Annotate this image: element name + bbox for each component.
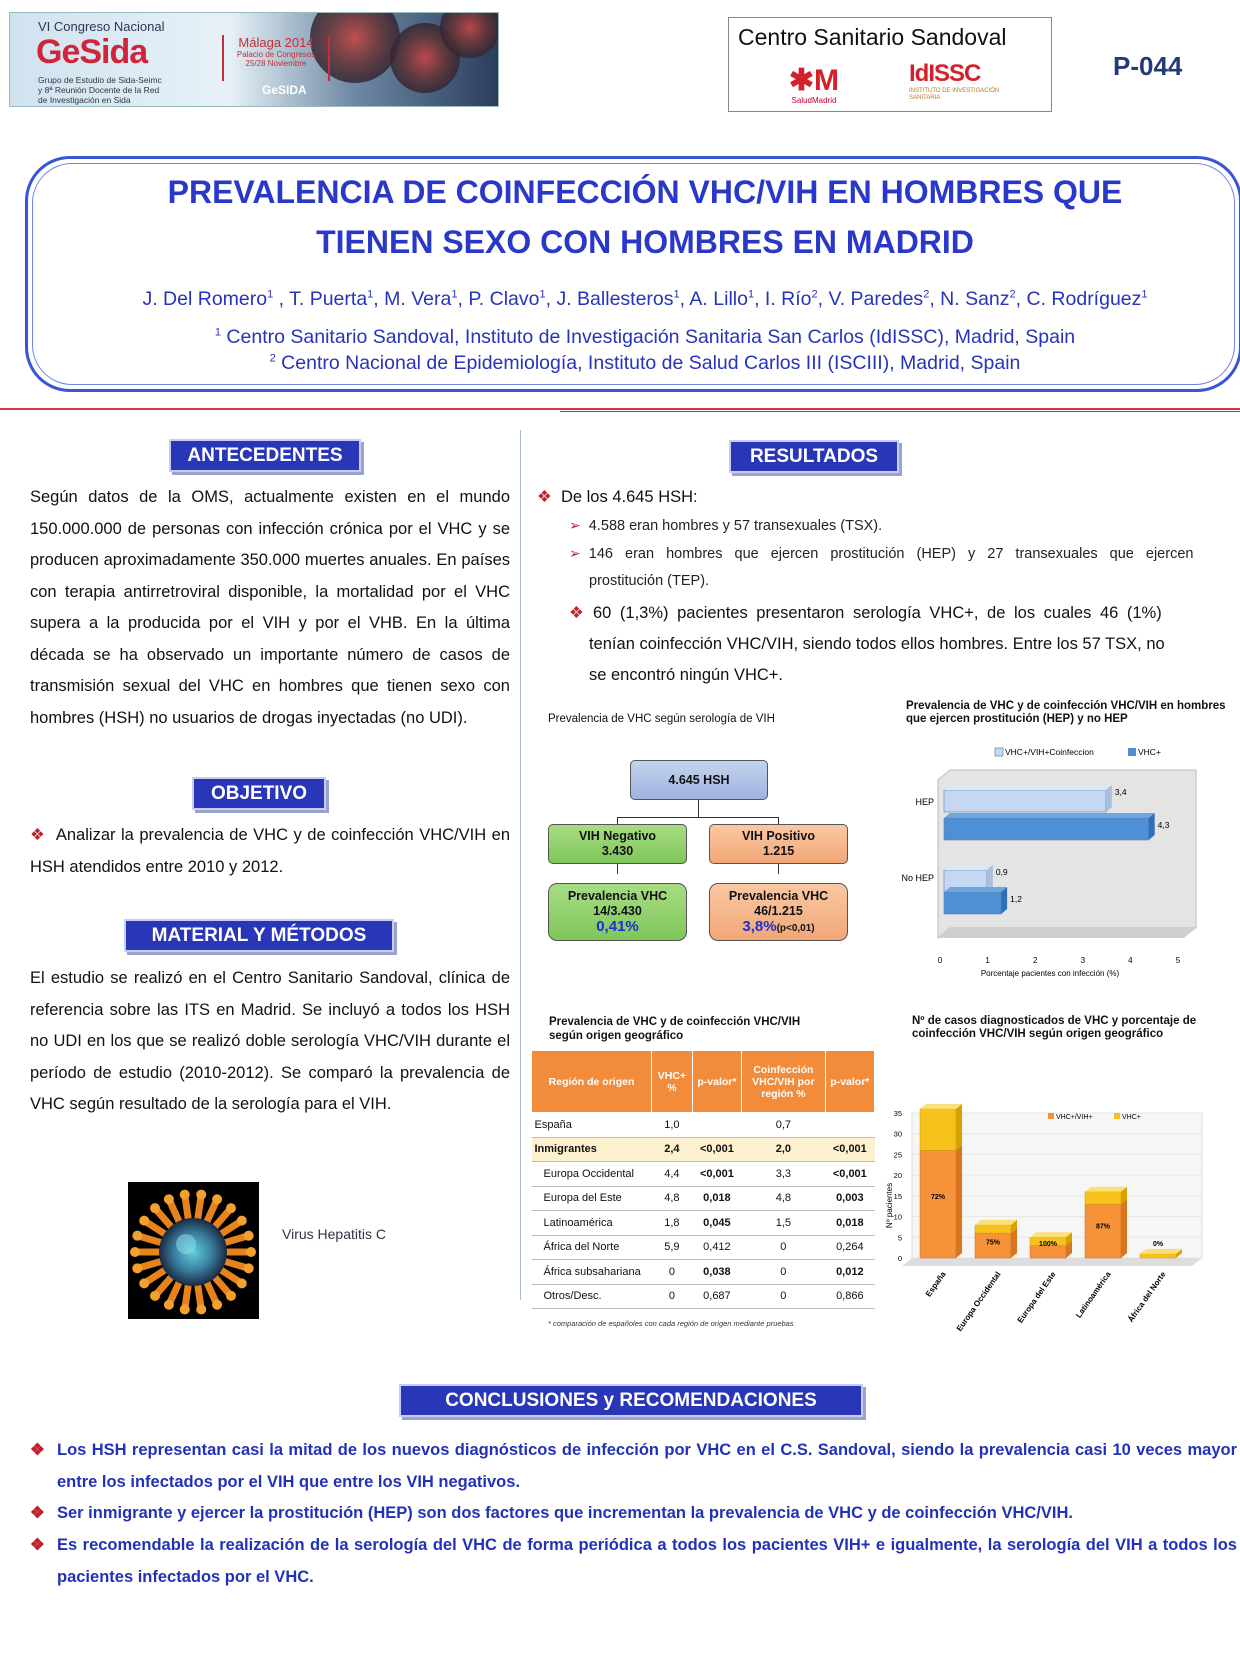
venue-box <box>222 35 330 81</box>
poster-id: P-044 <box>1113 51 1183 81</box>
virus-spike-tip <box>244 1231 254 1241</box>
tick-label: 3 <box>1080 956 1086 965</box>
table-row <box>532 1260 875 1285</box>
virus-spike-tip <box>139 1278 149 1288</box>
virus-caption: Virus Hepatitis C <box>282 1226 387 1242</box>
virus-spike-tip <box>212 1194 222 1204</box>
result-bullet-2-cont: tenían coinfección VHC/VIH, siendo todos ellos hombres. Entre los 57 TSX, no <box>589 635 1165 653</box>
flow-node-vih-negativo: VIH Negativo 3.430 <box>548 824 687 864</box>
data-label: 3,4 <box>1114 787 1127 797</box>
congress-banner <box>9 12 499 107</box>
bar-segment <box>1140 1254 1176 1258</box>
result-bullet-2-cont: se encontró ningún VHC+. <box>589 666 783 684</box>
bullet-icon: ❖ <box>30 1504 45 1522</box>
author: M. Vera$^1$ <box>384 288 458 310</box>
result-bullet-1: ❖ De los 4.645 HSH: <box>537 488 698 506</box>
virus-spike-tip <box>237 1278 247 1288</box>
author-list: J. Del Romero$^1$ , T. Puerta$^1$, M. Vera$^1$, P. Clavo$^1$, J. Ballesteros$^1$, A. Lillo$^1$, I. Río$^2$, V. Paredes$^2$, N. Sanz$^2$, C. Rodríguez$^1$ <box>142 288 1148 310</box>
table-cell: 0 <box>742 1284 826 1309</box>
author: N. Sanz$^2$ <box>940 288 1016 310</box>
table-cell: 1,5 <box>742 1211 826 1236</box>
data-label: 100% <box>1039 1241 1057 1248</box>
bar-segment <box>920 1150 956 1258</box>
virus-spike-tip <box>150 1291 160 1301</box>
heading-antecedentes: ANTECEDENTES <box>169 439 361 472</box>
table-header: VHC+ % <box>652 1051 693 1113</box>
data-label: 0,9 <box>995 867 1008 877</box>
table-caption-1: Prevalencia de VHC y de coinfección VHC/VIH <box>549 1016 801 1028</box>
table-cell: 3,3 <box>742 1162 826 1187</box>
data-label: 4,3 <box>1157 820 1170 830</box>
table-cell: 0,264 <box>825 1235 874 1260</box>
table-cell: Inmigrantes <box>532 1137 652 1162</box>
table-cell: 0,412 <box>692 1235 741 1260</box>
tick-label: 10 <box>893 1212 902 1222</box>
table-cell: 0,045 <box>692 1211 741 1236</box>
heading-resultados: RESULTADOS <box>729 440 899 473</box>
virus-spike-tip <box>150 1203 160 1213</box>
data-label: 1,2 <box>1010 894 1022 904</box>
table-cell: 2,0 <box>742 1137 826 1162</box>
virus-spike-tip <box>196 1190 206 1200</box>
author: T. Puerta$^1$ <box>289 288 374 310</box>
institution-title: Centro Sanitario Sandoval <box>738 24 1007 50</box>
table-cell: <0,001 <box>692 1162 741 1187</box>
table-cell: 0,018 <box>692 1186 741 1211</box>
bar-top <box>944 887 1007 892</box>
table-cell: 0,012 <box>825 1260 874 1285</box>
category-label: España <box>923 1269 948 1299</box>
data-label: 0% <box>1152 1241 1164 1248</box>
table-cell: 0 <box>742 1260 826 1285</box>
bar-side <box>1011 1228 1017 1258</box>
bar-top <box>944 865 993 870</box>
virus-spike-tip <box>212 1300 222 1310</box>
bar-top <box>1140 1249 1182 1254</box>
tick-label: 30 <box>893 1129 902 1139</box>
table-cell: 0,687 <box>692 1284 741 1309</box>
category-label: África del Norte <box>1126 1269 1168 1324</box>
bar-side <box>956 1145 962 1258</box>
table-row <box>532 1284 875 1309</box>
category-label: Latinoamérica <box>1074 1269 1113 1320</box>
objetivo-text: ❖ Analizar la prevalencia de VHC y de coinfección VHC/VIH en HSH atendidos entre 2010 y 2012. <box>30 826 511 876</box>
table-cell: Europa del Este <box>532 1186 652 1211</box>
table-row <box>532 1162 875 1187</box>
table-row <box>532 1186 875 1211</box>
result-sub-1: ➢ 4.588 eran hombres y 57 transexuales (TSX). <box>569 517 883 534</box>
hcv-virus-image <box>128 1182 259 1319</box>
arrow-icon: ➢ <box>569 517 581 533</box>
legend-swatch <box>1048 1113 1054 1119</box>
virus-spike-tip <box>180 1304 190 1314</box>
bar-segment <box>920 1109 956 1150</box>
plot-floor <box>938 928 1196 938</box>
tick-label: 35 <box>893 1109 902 1118</box>
table-row <box>532 1211 875 1236</box>
author: I. Río$^2$ <box>764 288 818 310</box>
bullet-icon: ❖ <box>30 1536 45 1554</box>
virus-spike-tip <box>164 1300 174 1310</box>
table-cell: África del Norte <box>532 1235 652 1260</box>
table-cell: África subsahariana <box>532 1260 652 1285</box>
flow-node-prev-positivo: Prevalencia VHC 46/1.215 3,8%(p<0,01) <box>709 883 848 941</box>
table-cell: España <box>532 1113 652 1138</box>
congress-line1: VI Congreso Nacional <box>38 19 165 34</box>
table-cell <box>825 1113 874 1138</box>
hep-bar-chart <box>890 740 1235 980</box>
congress-org: Grupo de Estudio de Sida-Seimc y 8ª Reunión Docente de la Red de Investigación en Sida <box>38 75 162 105</box>
table-cell <box>692 1113 741 1138</box>
result-bullet-2: ❖ 60 (1,3%) pacientes presentaron serología VHC+, de los cuales 46 (1%) <box>569 604 1162 622</box>
bullet-icon: ❖ <box>30 826 46 844</box>
flow-node-prev-negativo: Prevalencia VHC 14/3.430 0,41% <box>548 883 687 941</box>
category-label: Europa del Este <box>1015 1269 1058 1325</box>
virus-spike-tip <box>164 1194 174 1204</box>
congress-name: GeSida <box>36 33 148 71</box>
table-cell: 1,8 <box>652 1211 693 1236</box>
tick-label: 2 <box>1032 956 1038 965</box>
flow-connector <box>617 864 618 874</box>
virus-spike-tip <box>132 1263 142 1273</box>
result-sub-2: ➢ 146 eran hombres que ejercen prostitución (HEP) y 27 transexuales que ejercen <box>569 545 1194 562</box>
chart1-title: Prevalencia de VHC y de coinfección VHC/VIH en hombres que ejercen prostitución (HEP) y no HEP <box>906 700 1226 725</box>
bar <box>944 818 1149 840</box>
legend-swatch <box>1114 1113 1120 1119</box>
chart2-title: Nº de casos diagnosticados de VHC y porcentaje de coinfección VHC/VIH según origen geográfico <box>912 1015 1197 1040</box>
table-cell: 0,018 <box>825 1211 874 1236</box>
gesida-logo: GeSIDA <box>262 83 307 97</box>
data-label: 75% <box>985 1239 1001 1247</box>
table-header: p-valor* <box>825 1051 874 1113</box>
table-cell: 0,038 <box>692 1260 741 1285</box>
virus-spike-tip <box>237 1216 247 1226</box>
table-cell: Europa Occidental <box>532 1162 652 1187</box>
table-note: * comparación de españoles con cada región de origen mediante pruebas <box>548 1319 794 1328</box>
antecedentes-text: Según datos de la OMS, actualmente existen en el mundo 150.000.000 de personas con infección crónica por el VHC y se producen aproximadamente 350.000 muertes anuales. En países con terapia antirretroviral disponible, la mortalidad por el VHC supera a la producida por el VIH y por el VHB. En la última década se ha observado un importante número de casos de transmisión sexual del VHC en hombres que tienen sexo con hombres (HSH) no usuarios de drogas inyectadas (no UDI). <box>30 488 510 727</box>
result-sub-2-cont: prostitución (TEP). <box>589 573 710 589</box>
virus-spike-tip <box>244 1263 254 1273</box>
legend-label: VHC+ <box>1122 1114 1141 1121</box>
flowchart-caption: Prevalencia de VHC según serología de VIH <box>548 713 775 725</box>
table-cell: 0,7 <box>742 1113 826 1138</box>
table-header: Región de origen <box>532 1051 652 1113</box>
virus-spike-tip <box>139 1216 149 1226</box>
table-cell: Latinoamérica <box>532 1211 652 1236</box>
table-cell: 4,4 <box>652 1162 693 1187</box>
origin-stacked-chart <box>880 1095 1235 1335</box>
table-cell: 0 <box>742 1235 826 1260</box>
table-caption-2: según origen geográfico <box>549 1030 684 1042</box>
idissc-logo: IdISSC INSTITUTO DE INVESTIGACIÓN SANITARIA <box>909 60 1000 101</box>
bar <box>944 790 1106 812</box>
table-cell: 2,4 <box>652 1137 693 1162</box>
bar-top <box>1030 1232 1072 1237</box>
legend-label: VHC+ <box>1138 747 1161 757</box>
bar <box>944 892 1001 914</box>
tick-label: 4 <box>1128 956 1133 965</box>
tick-label: 25 <box>893 1150 902 1160</box>
metodos-text: El estudio se realizó en el Centro Sanitario Sandoval, clínica de referencia sobre las ITS en Madrid. Se incluyó a todos los HSH no UDI en los que se realizó doble serología VHC/VIH durante el período de estudio (2010-2012). Se comparó la prevalencia de VHC según resultado de la serología para el VIH. <box>30 969 510 1113</box>
divider <box>560 411 1240 412</box>
bar-top <box>975 1220 1017 1225</box>
virus-spike-tip <box>246 1247 256 1257</box>
table-row <box>532 1113 875 1138</box>
venue-city: Málaga 2014 <box>238 35 314 50</box>
legend-label: VHC+/VIH+ <box>1056 1114 1093 1121</box>
data-label: 87% <box>1095 1223 1111 1231</box>
heading-objetivo: OBJETIVO <box>192 777 326 810</box>
category-label: No HEP <box>901 873 934 883</box>
data-label: 72% <box>930 1193 946 1201</box>
arrow-icon: ➢ <box>569 545 581 561</box>
bullet-icon: ❖ <box>30 1441 45 1459</box>
table-cell: <0,001 <box>692 1137 741 1162</box>
table-cell: Otros/Desc. <box>532 1284 652 1309</box>
legend-label: VHC+/VIH+Coinfeccion <box>1005 747 1094 757</box>
title-line1: PREVALENCIA DE COINFECCIÓN VHC/VIH EN HOMBRES QUE <box>167 174 1123 210</box>
venue-place: Palacio de Congresos <box>236 50 316 59</box>
bar-top <box>944 785 1112 790</box>
table-header: Coinfección VHC/VIH por región % <box>742 1051 826 1113</box>
virus-spike-tip <box>226 1203 236 1213</box>
table-cell: 0,003 <box>825 1186 874 1211</box>
bullet-icon: ❖ <box>537 488 552 506</box>
author: V. Paredes$^2$ <box>828 288 930 310</box>
bar-segment <box>1085 1204 1121 1258</box>
virus-spike-tip <box>196 1304 206 1314</box>
tick-label: 1 <box>985 956 990 965</box>
table-cell: <0,001 <box>825 1162 874 1187</box>
table-header: p-valor* <box>692 1051 741 1113</box>
institution-box <box>728 17 1052 112</box>
axis-label: Porcentaje pacientes con infección (%) <box>980 969 1120 978</box>
table-cell: 4,8 <box>652 1186 693 1211</box>
column-divider <box>520 430 521 1300</box>
divider <box>0 408 1240 410</box>
table-row <box>532 1137 875 1162</box>
author: P. Clavo$^1$ <box>468 288 546 310</box>
tick-label: 15 <box>893 1191 902 1201</box>
table-cell: 4,8 <box>742 1186 826 1211</box>
flow-connector <box>698 800 699 817</box>
virus-spike-tip <box>180 1190 190 1200</box>
virus-spike-tip <box>132 1231 142 1241</box>
tick-label: 0 <box>897 1254 902 1263</box>
tick-label: 0 <box>937 956 943 965</box>
bar-top <box>1085 1187 1127 1192</box>
table-cell: 0,866 <box>825 1284 874 1309</box>
table-cell: 0 <box>652 1260 693 1285</box>
affiliation-2: $^2$ Centro Nacional de Epidemiología, Instituto de Salud Carlos III (ISCIII), Madrid, Spain <box>269 352 1021 374</box>
title-line2: TIENEN SEXO CON HOMBRES EN MADRID <box>316 224 974 260</box>
table-cell: <0,001 <box>825 1137 874 1162</box>
virus-spike-tip <box>130 1247 140 1257</box>
category-label: Europa Occidental <box>954 1269 1003 1334</box>
bar-side <box>1121 1199 1127 1258</box>
affiliation-1: $^1$ Centro Sanitario Sandoval, Instituto de Investigación Sanitaria San Carlos (IdISSC), Madrid, Spain <box>214 326 1076 348</box>
author: J. Ballesteros$^1$ <box>556 288 680 310</box>
bar-segment <box>1085 1192 1121 1204</box>
table-cell: 0 <box>652 1284 693 1309</box>
saludmadrid-logo: ✱M SaludMadrid <box>788 64 840 105</box>
flow-connector <box>778 864 779 874</box>
author: A. Lillo$^1$ <box>689 288 755 310</box>
origin-table <box>531 1050 875 1309</box>
axis-label: Nº pacientes <box>885 1182 894 1229</box>
tick-label: 20 <box>893 1171 902 1181</box>
table-row <box>532 1235 875 1260</box>
author: J. Del Romero$^1$ <box>142 288 274 310</box>
bar-segment <box>975 1225 1011 1233</box>
bar-side <box>956 1104 962 1150</box>
plot-floor <box>902 1258 1202 1266</box>
bar-top <box>944 813 1155 818</box>
legend-swatch <box>995 748 1003 756</box>
flow-node-total: 4.645 HSH <box>630 760 768 800</box>
heading-metodos: MATERIAL Y MÉTODOS <box>124 919 394 952</box>
heading-conclusiones: CONCLUSIONES y RECOMENDACIONES <box>399 1384 863 1417</box>
flow-connector <box>617 817 779 818</box>
category-label: HEP <box>915 797 934 807</box>
legend-swatch <box>1128 748 1136 756</box>
tick-label: 5 <box>1175 956 1181 965</box>
table-cell: 1,0 <box>652 1113 693 1138</box>
flow-node-vih-positivo: VIH Positivo 1.215 <box>709 824 848 864</box>
table-cell: 5,9 <box>652 1235 693 1260</box>
author: C. Rodríguez$^1$ <box>1026 288 1148 310</box>
venue-dates: 25/28 Noviembre <box>245 59 307 68</box>
virus-spike-tip <box>226 1291 236 1301</box>
bullet-icon: ❖ <box>569 604 584 622</box>
bar-top <box>920 1104 962 1109</box>
tick-label: 5 <box>897 1233 902 1243</box>
